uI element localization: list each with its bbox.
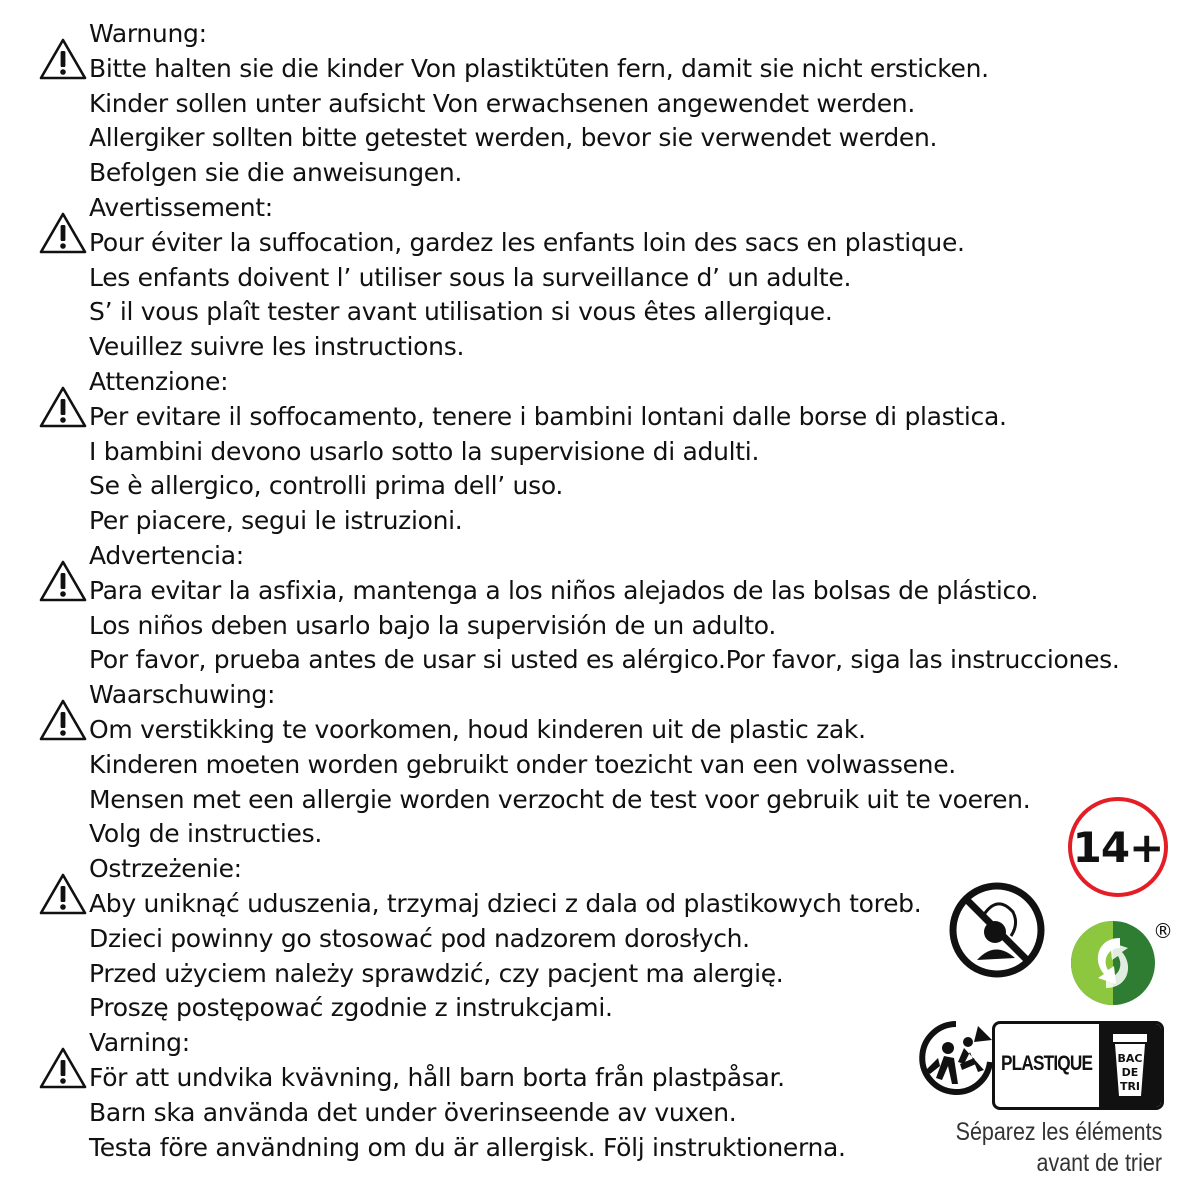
age-14-plus-badge: [1068, 797, 1168, 897]
section-heading: Waarschuwing:: [89, 680, 276, 710]
warning-triangle-icon: [38, 1046, 88, 1090]
warning-text-line: Kinderen moeten worden gebruikt onder toezicht van een volwassene.: [89, 749, 956, 779]
warning-text-line: Bitte halten sie die kinder Von plastiktüten fern, damit sie nicht ersticken.: [89, 53, 989, 83]
warning-triangle-icon: [38, 385, 88, 429]
warning-triangle-icon: [38, 559, 88, 603]
warning-text-line: Przed użyciem należy sprawdzić, czy pacjent ma alergię.: [89, 958, 784, 988]
warning-text-line: Les enfants doivent l’ utiliser sous la surveillance d’ un adulte.: [89, 262, 852, 292]
warning-text-line: Om verstikking te voorkomen, houd kinderen uit de plastic zak.: [89, 714, 866, 744]
sort-caption-line2: avant de trier: [1036, 1149, 1162, 1177]
warning-text-line: Los niños deben usarlo bajo la supervisión de un adulto.: [89, 610, 777, 640]
warning-text-line: Aby uniknąć uduszenia, trzymaj dzieci z dala od plastikowych toreb.: [89, 888, 922, 918]
warning-text-line: Proszę postępować zgodnie z instrukcjami.: [89, 993, 613, 1023]
plastique-label: PLASTIQUE: [1001, 1052, 1093, 1075]
warning-text-line: S’ il vous plaît tester avant utilisation si vous êtes allergique.: [89, 297, 833, 327]
warning-text-line: Befolgen sie die anweisungen.: [89, 158, 463, 188]
warning-triangle-icon: [38, 698, 88, 742]
plastique-sorting-box: [992, 1021, 1164, 1110]
sorting-bin-icon: [1099, 1024, 1161, 1110]
section-heading: Varning:: [89, 1028, 190, 1058]
warning-text-line: Kinder sollen unter aufsicht Von erwachsenen angewendet werden.: [89, 88, 915, 118]
section-heading: Avertissement:: [89, 192, 273, 222]
registered-mark: ®: [1153, 919, 1173, 943]
warning-text-line: Mensen met een allergie worden verzocht de test voor gebruik uit te voeren.: [89, 784, 1031, 814]
warning-triangle-icon: [38, 37, 88, 81]
warning-text-line: Dzieci powinny go stosować pod nadzorem dorosłych.: [89, 923, 750, 953]
warning-text-line: Para evitar la asfixia, mantenga a los niños alejados de las bolsas de plástico.: [89, 575, 1039, 605]
svg-text:TRI: TRI: [1119, 1080, 1141, 1093]
warning-text-line: Volg de instructies.: [89, 819, 323, 849]
warning-text-line: Por favor, prueba antes de usar si usted es alérgico.Por favor, siga las instrucciones.: [89, 645, 1120, 675]
warning-text-line: I bambini devono usarlo sotto la supervisione di adulti.: [89, 436, 760, 466]
warning-text-line: För att undvika kvävning, håll barn borta från plastpåsar.: [89, 1062, 785, 1092]
warning-text-line: Per evitare il soffocamento, tenere i bambini lontani dalle borse di plastica.: [89, 401, 1007, 431]
svg-text:BAC: BAC: [1117, 1052, 1143, 1065]
multilingual-warning-text: [89, 17, 1169, 1165]
green-dot-recycling-icon: [1070, 920, 1156, 1006]
sort-caption-line1: Séparez les éléments: [955, 1118, 1163, 1146]
section-heading: Advertencia:: [89, 540, 244, 570]
section-heading: Warnung:: [89, 19, 207, 48]
section-heading: Ostrzeżenie:: [89, 854, 242, 884]
warning-text-line: Testa före användning om du är allergisk. Följ instruktionerna.: [89, 1132, 846, 1162]
warning-text-line: Barn ska använda det under överinseende av vuxen.: [89, 1097, 737, 1127]
age-label: 14+: [1072, 822, 1164, 872]
triman-icon: [918, 1018, 994, 1106]
warning-text-line: Veuillez suivre les instructions.: [89, 332, 465, 362]
warning-text-line: Allergiker sollten bitte getestet werden, bevor sie verwendet werden.: [89, 123, 938, 153]
section-heading: Attenzione:: [89, 366, 229, 396]
warning-triangle-icon: [38, 872, 88, 916]
warning-text-line: Pour éviter la suffocation, gardez les enfants loin des sacs en plastique.: [89, 227, 965, 257]
warning-text-line: Se è allergico, controlli prima dell’ uso.: [89, 471, 564, 501]
warning-text-line: Per piacere, segui le istruzioni.: [89, 506, 463, 536]
svg-text:DE: DE: [1121, 1066, 1139, 1079]
warning-triangle-icon: [38, 211, 88, 255]
no-child-suffocation-icon: [947, 880, 1047, 980]
